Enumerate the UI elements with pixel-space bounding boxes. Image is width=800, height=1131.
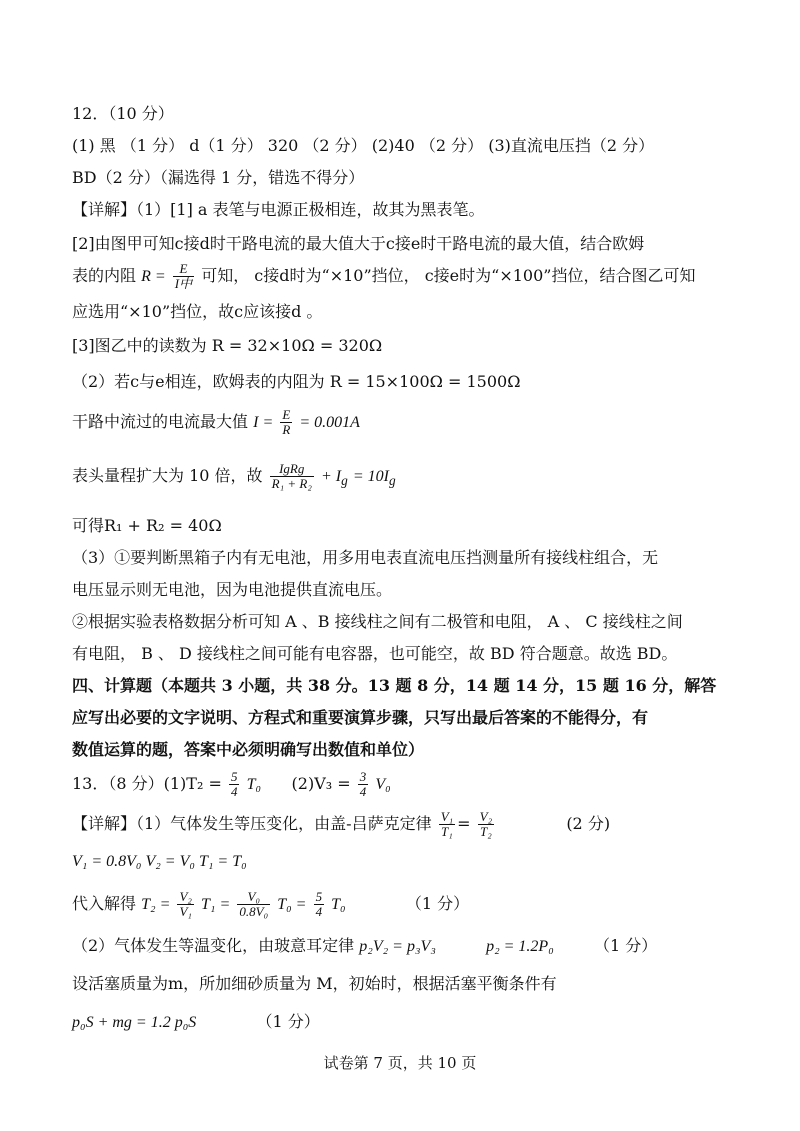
numerator: V₂ [179,889,192,904]
denominator: 4 [315,904,323,919]
explanation-line: [2]由图甲可知c接d时干路电流的最大值大于c接e时干路电流的最大值，结合欧姆 [72,234,645,253]
formula: p₂V₂ = p₃V₃ [359,938,436,955]
numerator: 5 [315,889,323,904]
section-heading: 四、计算题（本题共 3 小题，共 38 分。13 题 8 分，14 题 14 分，15 题 16 分，解答 [72,676,717,695]
formula: + I [320,468,342,485]
denominator: 4 [230,784,238,799]
denominator: 4 [359,784,367,799]
explanation-line-with-formula [72,936,657,957]
numerator: V₁ [440,809,454,824]
denominator: V₁ [179,904,192,919]
score-note: （1 分） [256,1012,320,1031]
explanation-line-with-formula [72,262,695,291]
formula: T₁ = [201,896,231,913]
fraction [237,890,270,919]
explanation-line-with-formula [72,408,360,437]
formula: T₀ [246,776,262,793]
section-heading: 数值运算的题，答案中必须明确写出数值和单位） [72,740,425,759]
formula-line [72,1012,320,1033]
explanation-line: 有电阻， B 、 D 接线柱之间可能有电容器，也可能空，故 BD 符合题意。故选 BD。 [72,644,678,663]
explanation-line: （3）①要判断黑箱子内有无电池，用多用电表直流电压挡测量所有接线柱组合，无 [72,548,659,567]
score-note: (2 分) [566,814,611,833]
explanation-line-with-formula: 【详解】（1）气体发生等压变化，由盖-吕萨克定律 $\frac{\text{V₁}}{\text{T₁}}$ = $\frac{\text{V₂}}{\text{T₂}}$ (2 分) [72,809,611,839]
formula: R = [141,268,166,285]
denominator: T₁ [441,824,453,839]
fraction [177,890,193,919]
formula: T₀ = [277,896,307,913]
formula: I = [253,414,274,431]
text: 表的内阻 [72,266,137,285]
denominator: I中 [174,276,193,291]
text: 表头量程扩大为 10 倍，故 [72,466,263,485]
numerator: E [282,407,291,422]
fraction [358,770,369,799]
page-footer: 试卷第 7 页，共 10 页 [323,1054,477,1072]
denominator: R [282,422,291,437]
fraction [314,890,325,919]
text: (2)V₃ = [291,774,351,793]
text: 【详解】（1）气体发生等压变化，由盖-吕萨克定律 [72,814,432,833]
answer-summary-line-2: BD（2 分）（漏选得 1 分，错选不得分） [72,168,365,187]
explanation-line: ②根据实验表格数据分析可知 A 、B 接线柱之间有二极管和电阻， A 、 C 接线柱之间 [72,612,683,631]
numerator: E [173,262,194,277]
explanation-line: 应选用“×10”挡位，故c应该接d 。 [72,302,323,321]
subscript: g [388,473,396,489]
explanation-line: 设活塞质量为m，所加细砂质量为 M，初始时，根据活塞平衡条件有 [72,974,557,993]
fraction [229,770,240,799]
explanation-line: [3]图乙中的读数为 R = 32×10Ω = 320Ω [72,336,383,355]
answer-summary-line: (1) 黑 （1 分） d（1 分） 320 （2 分） (2)40 （2 分） (3)直流电压挡（2 分） [72,136,655,155]
formula: = 0.001A [299,414,360,431]
formula: p₂ = 1.2P₀ [486,938,554,955]
text: 代入解得 [72,894,137,913]
formula: T₀ [331,896,346,913]
denominator: T₂ [480,824,492,839]
denominator: R₁ + R₂ [271,476,312,491]
score-note: （1 分） [405,894,470,913]
explanation-line: 电压显示则无电池，因为电池提供直流电压。 [72,580,393,599]
question-13-header [72,770,391,799]
subscript: g [341,473,348,489]
numerator: V₀ [237,890,270,905]
text: 13．（8 分）(1)T₂ = [72,774,222,793]
fraction [478,810,494,839]
numerator: V₂ [479,809,493,824]
section-heading: 应写出必要的文字说明、方程式和重要演算步骤，只写出最后答案的不能得分，有 [72,708,649,727]
numerator: IgRg [270,462,314,477]
formula: p₀S + mg = 1.2 p₀S [72,1014,197,1031]
denominator: 0.8V₀ [239,904,269,919]
explanation-line: （2）若c与e相连，欧姆表的内阻为 R = 15×100Ω = 1500Ω [72,372,521,391]
fraction [280,408,292,437]
formula-line: V₁ = 0.8V₀ V₂ = V₀ T₁ = T₀ [72,853,247,870]
explanation-line-with-formula [72,462,396,491]
question-12-header: 12．（10 分） [72,104,174,123]
fraction [439,810,455,839]
fraction [173,262,194,291]
formula: = 10I [352,468,389,485]
text: （2）气体发生等温变化，由玻意耳定律 [72,936,355,955]
explanation-line-with-formula [72,890,469,919]
formula: V₀ [375,776,391,793]
explanation-line: 【详解】（1）[1] a 表笔与电源正极相连，故其为黑表笔。 [72,200,485,219]
score-note: （1 分） [593,936,658,955]
text: 可知， c接d时为“×10”挡位， c接e时为“×100”挡位，结合图乙可知 [201,266,696,285]
formula: T₂ = [141,896,171,913]
explanation-line: 可得R₁ + R₂ = 40Ω [72,516,222,535]
fraction [270,462,314,491]
numerator: 5 [230,769,238,784]
text: 干路中流过的电流最大值 [72,412,249,431]
numerator: 3 [359,769,367,784]
